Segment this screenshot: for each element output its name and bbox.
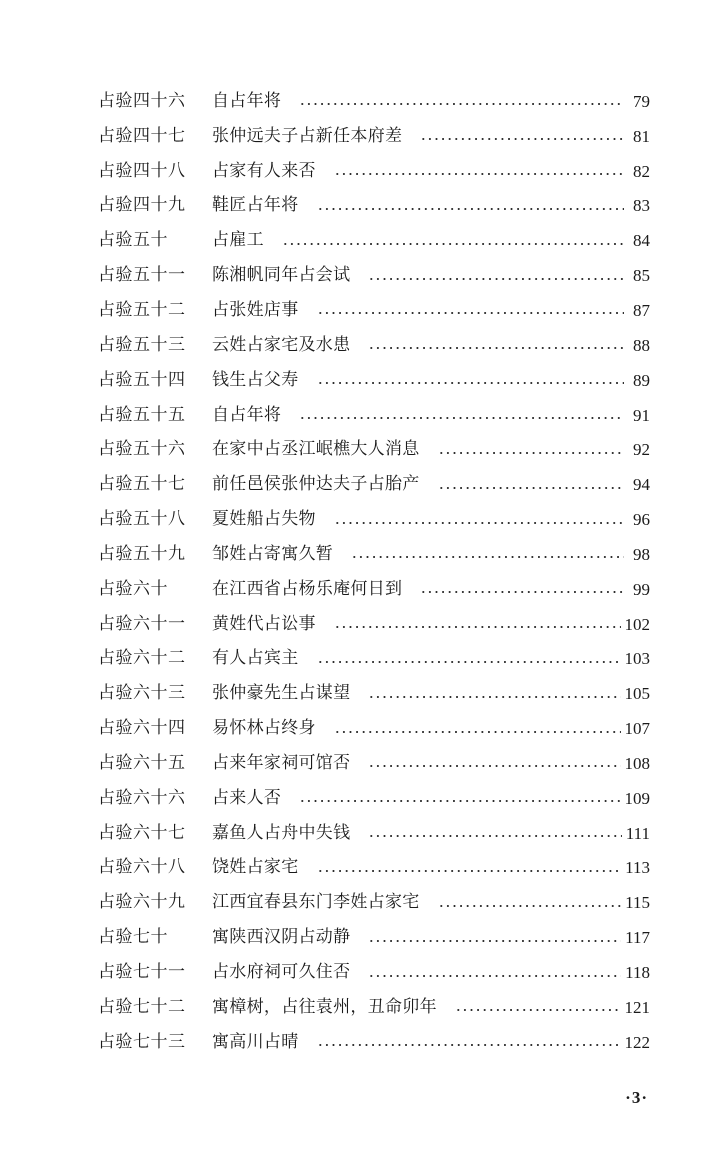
toc-entry-title: 自占年将: [212, 404, 282, 425]
toc-entry[interactable]: [98, 746, 650, 781]
toc-entry-page-number: 111: [625, 823, 650, 843]
toc-entry-label: 占验六十二: [98, 648, 186, 669]
toc-entry[interactable]: [98, 84, 650, 119]
toc-entry-title: 饶姓占家宅: [212, 857, 299, 878]
toc-entry-page-number: 91: [633, 405, 650, 425]
toc-entry-label: 占验七十: [98, 927, 168, 948]
toc-entry-label: 占验五十: [98, 230, 168, 251]
dot-leader: [334, 521, 624, 525]
toc-entry[interactable]: [98, 258, 650, 293]
toc-entry-label: 占验五十一: [98, 265, 186, 286]
toc-entry-label: 占验四十六: [98, 90, 186, 111]
toc-entry-page-number: 107: [624, 719, 650, 739]
toc-entry-page-number: 121: [624, 997, 650, 1017]
toc-entry[interactable]: [98, 502, 650, 537]
toc-entry-title: 有人占宾主: [212, 648, 299, 669]
toc-entry-page-number: 94: [633, 475, 650, 495]
toc-entry-page-number: 99: [633, 579, 650, 599]
toc-entry[interactable]: [98, 398, 650, 433]
dot-leader: [368, 974, 621, 978]
toc-entry[interactable]: [98, 189, 650, 224]
toc-entry-page-number: 84: [633, 231, 650, 251]
toc-entry[interactable]: [98, 223, 650, 258]
toc-entry-title: 自占年将: [212, 90, 282, 111]
toc-entry[interactable]: [98, 154, 650, 189]
page-number: ·3·: [625, 1088, 648, 1107]
toc-entry-title: 占来人否: [212, 787, 282, 808]
dot-leader: [368, 834, 621, 838]
toc-entry-label: 占验七十二: [98, 996, 186, 1017]
table-of-contents: [98, 84, 650, 1060]
toc-entry-label: 占验六十: [98, 578, 168, 599]
toc-entry[interactable]: [98, 432, 650, 467]
toc-entry-label: 占验六十九: [98, 892, 186, 913]
dot-leader: [455, 1008, 621, 1012]
toc-entry-page-number: 79: [633, 91, 650, 111]
dot-leader: [334, 172, 624, 176]
toc-entry-title: 寓陕西汉阴占动静: [212, 927, 351, 948]
toc-entry-title: 寓高川占晴: [212, 1031, 299, 1052]
toc-entry-label: 占验四十七: [98, 125, 186, 146]
toc-entry-title: 钱生占父寿: [212, 369, 299, 390]
toc-entry-label: 占验七十一: [98, 962, 186, 983]
dot-leader: [368, 346, 624, 350]
toc-entry[interactable]: [98, 119, 650, 154]
toc-entry-title: 陈湘帆同年占会试: [212, 265, 351, 286]
toc-entry-label: 占验七十三: [98, 1031, 186, 1052]
toc-entry-page-number: 117: [625, 928, 650, 948]
toc-entry[interactable]: [98, 990, 650, 1025]
dot-leader: [299, 102, 624, 106]
toc-entry-label: 占验五十二: [98, 299, 186, 320]
toc-entry[interactable]: [98, 1025, 650, 1060]
toc-entry-title: 占来年家祠可馆否: [212, 752, 351, 773]
dot-leader: [368, 939, 621, 943]
toc-entry-page-number: 105: [624, 684, 650, 704]
toc-entry[interactable]: [98, 642, 650, 677]
toc-entry-label: 占验五十九: [98, 543, 186, 564]
toc-entry-label: 占验五十五: [98, 404, 186, 425]
dot-leader: [334, 730, 621, 734]
toc-entry-label: 占验四十九: [98, 195, 186, 216]
toc-entry-title: 夏姓船占失物: [212, 509, 316, 530]
toc-entry-title: 云姓占家宅及水患: [212, 334, 351, 355]
toc-entry-title: 在江西省占杨乐庵何日到: [212, 578, 403, 599]
toc-entry-title: 在家中占丞江岷樵大人消息: [212, 439, 420, 460]
toc-entry-page-number: 122: [624, 1032, 650, 1052]
toc-entry-page-number: 118: [625, 963, 650, 983]
toc-entry-label: 占验五十三: [98, 334, 186, 355]
toc-entry-title: 占张姓店事: [212, 299, 299, 320]
dot-leader: [368, 277, 624, 281]
toc-entry-title: 易怀林占终身: [212, 718, 316, 739]
toc-entry-title: 张仲豪先生占谋望: [212, 683, 351, 704]
toc-entry[interactable]: [98, 537, 650, 572]
dot-leader: [282, 242, 624, 246]
toc-entry-label: 占验六十三: [98, 683, 186, 704]
toc-entry[interactable]: [98, 676, 650, 711]
toc-entry[interactable]: [98, 607, 650, 642]
toc-entry-title: 嘉鱼人占舟中失钱: [212, 822, 351, 843]
toc-entry-page-number: 108: [624, 753, 650, 773]
toc-entry-page-number: 98: [633, 544, 650, 564]
toc-entry-page-number: 92: [633, 440, 650, 460]
dot-leader: [438, 451, 624, 455]
dot-leader: [334, 625, 621, 629]
toc-entry[interactable]: [98, 467, 650, 502]
toc-entry-label: 占验五十八: [98, 509, 186, 530]
toc-entry-label: 占验五十四: [98, 369, 186, 390]
dot-leader: [317, 1043, 621, 1047]
toc-entry-page-number: 113: [625, 858, 650, 878]
dot-leader: [420, 590, 624, 594]
toc-entry-title: 鞋匠占年将: [212, 195, 299, 216]
toc-entry-title: 占家有人来否: [212, 160, 316, 181]
toc-entry[interactable]: [98, 293, 650, 328]
toc-entry-page-number: 115: [625, 893, 650, 913]
toc-entry-page-number: 103: [624, 649, 650, 669]
toc-entry-page-number: 82: [633, 161, 650, 181]
toc-entry-title: 前任邑侯张仲达夫子占胎产: [212, 474, 420, 495]
dot-leader: [368, 695, 620, 699]
dot-leader: [317, 311, 625, 315]
toc-entry-page-number: 85: [633, 266, 650, 286]
toc-entry[interactable]: [98, 781, 650, 816]
toc-entry-label: 占验六十七: [98, 822, 186, 843]
toc-entry-label: 占验六十六: [98, 787, 186, 808]
toc-entry[interactable]: [98, 955, 650, 990]
toc-entry-label: 占验四十八: [98, 160, 186, 181]
toc-entry-page-number: 83: [633, 196, 650, 216]
toc-entry[interactable]: [98, 328, 650, 363]
toc-entry-title: 占水府祠可久住否: [212, 962, 351, 983]
toc-entry-label: 占验五十七: [98, 474, 186, 495]
dot-leader: [317, 660, 621, 664]
dot-leader: [368, 764, 620, 768]
dot-leader: [351, 555, 624, 559]
toc-entry-title: 寓樟树，占往袁州，丑命卯年: [212, 996, 437, 1017]
toc-entry-label: 占验六十八: [98, 857, 186, 878]
dot-leader: [299, 799, 620, 803]
toc-entry[interactable]: [98, 572, 650, 607]
toc-entry-label: 占验六十四: [98, 718, 186, 739]
toc-entry-page-number: 88: [633, 335, 650, 355]
toc-entry-page-number: 109: [624, 788, 650, 808]
toc-entry-page-number: 102: [624, 614, 650, 634]
toc-entry-page-number: 81: [633, 126, 650, 146]
dot-leader: [420, 137, 624, 141]
toc-entry[interactable]: [98, 885, 650, 920]
toc-entry-title: 张仲远夫子占新任本府差: [212, 125, 403, 146]
dot-leader: [317, 869, 622, 873]
toc-entry-title: 江西宜春县东门李姓占家宅: [212, 892, 420, 913]
toc-entry[interactable]: [98, 920, 650, 955]
dot-leader: [317, 381, 625, 385]
toc-entry-title: 占雇工: [212, 230, 264, 251]
dot-leader: [438, 904, 622, 908]
toc-entry-page-number: 96: [633, 510, 650, 530]
toc-entry[interactable]: [98, 851, 650, 886]
toc-entry-page-number: 87: [633, 300, 650, 320]
toc-entry[interactable]: [98, 816, 650, 851]
dot-leader: [299, 416, 624, 420]
toc-entry-label: 占验五十六: [98, 439, 186, 460]
dot-leader: [317, 207, 625, 211]
toc-entry[interactable]: [98, 363, 650, 398]
toc-entry-page-number: 89: [633, 370, 650, 390]
dot-leader: [438, 486, 624, 490]
toc-entry-title: 邹姓占寄寓久暂: [212, 543, 334, 564]
toc-entry-label: 占验六十一: [98, 613, 186, 634]
toc-entry[interactable]: [98, 711, 650, 746]
toc-entry-label: 占验六十五: [98, 752, 186, 773]
toc-entry-title: 黄姓代占讼事: [212, 613, 316, 634]
